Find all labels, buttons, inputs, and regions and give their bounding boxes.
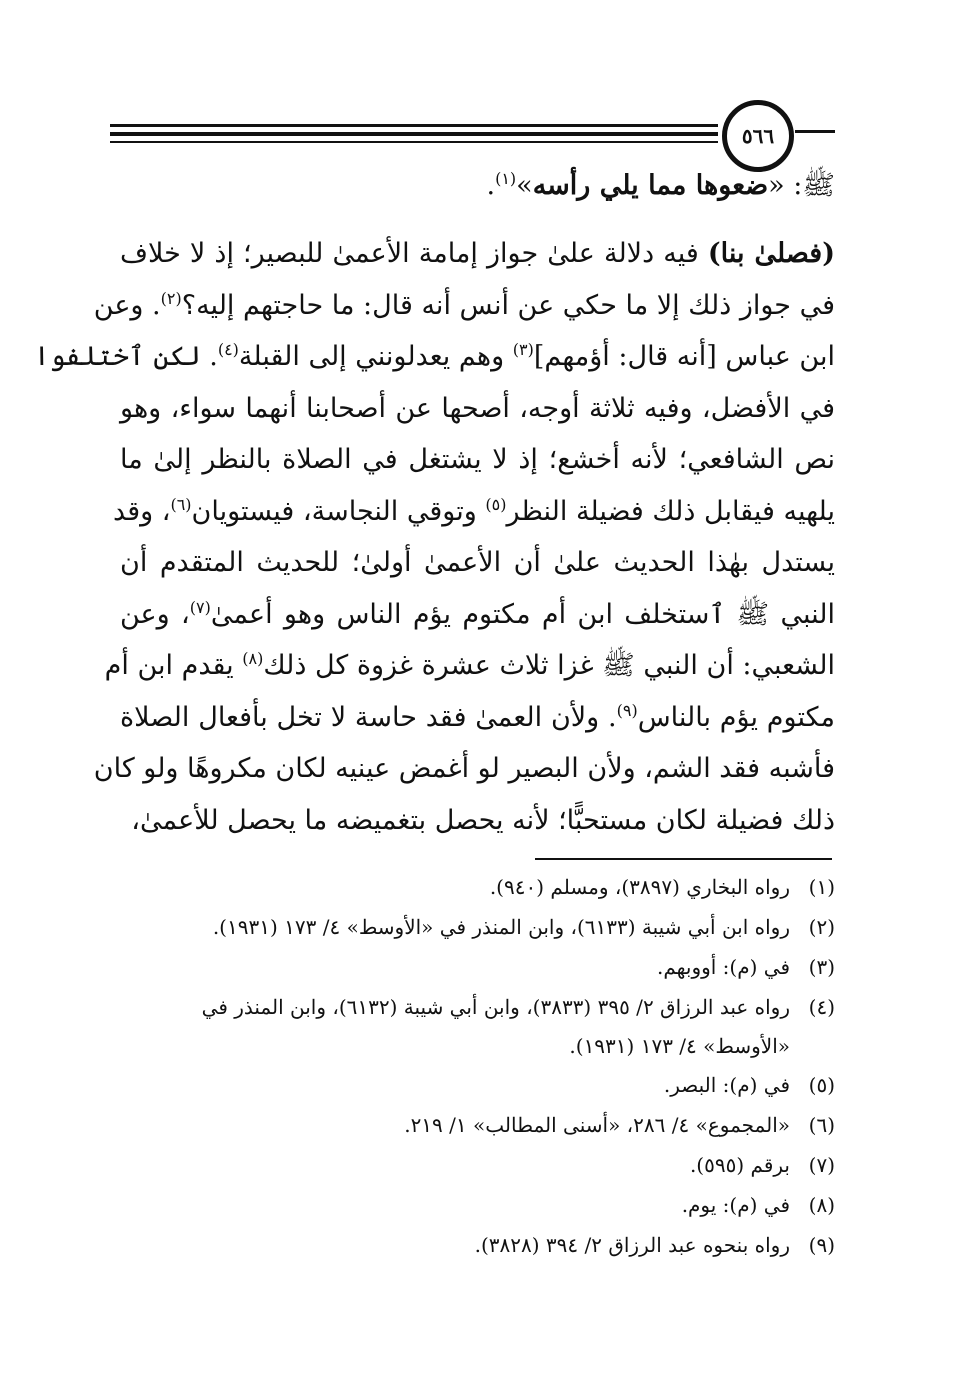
- text-run: . وعن: [93, 289, 161, 321]
- text-run: ، وقد: [113, 495, 171, 527]
- footnote-line: «الأوسط» ٤/ ١٧٣ (١٩٣١).: [569, 1034, 790, 1058]
- footnote-text: [115, 867, 790, 907]
- text-run: يستدل بهٰذا الحديث علیٰ أن الأعمیٰ أولیٰ؛ للحديث المتقدم أن: [120, 547, 835, 578]
- footnote-number: (٥): [808, 1073, 835, 1097]
- text-run: الشعبي: أن النبي ﷺ غزا ثلاث عشرة غزوة كل ذلك: [263, 650, 835, 681]
- header-rule: [110, 124, 718, 127]
- text-run: في جواز ذلك إلا ما حكي عن أنس أنه قال: ما حاجتهم إليه؟: [181, 289, 835, 321]
- footnote-ref: (٨): [242, 649, 264, 668]
- footnote: [115, 1145, 835, 1185]
- footnote: [115, 1065, 835, 1105]
- footnotes: [115, 867, 835, 1265]
- body-text: [33, 228, 835, 846]
- footnote-line: في (م): أووبهم.: [657, 955, 790, 979]
- footnote-number: (٧): [808, 1153, 835, 1177]
- footnote-ref: (٩): [616, 700, 638, 720]
- body-line: [113, 486, 835, 538]
- footnote-number: (٢): [808, 915, 835, 939]
- text-run: (فصلیٰ بنا): [707, 238, 835, 269]
- footnote-text: [115, 947, 790, 987]
- footnote: [115, 1225, 835, 1265]
- body-line: [120, 589, 835, 641]
- footnote-number: (٤): [808, 995, 835, 1019]
- footnote-text: [115, 1105, 790, 1145]
- opening-suffix: »: [516, 170, 533, 201]
- footnote: [115, 867, 835, 907]
- footnote-number: (٨): [808, 1193, 835, 1217]
- text-run: ، وعن: [120, 598, 190, 630]
- footnote-number: (١): [808, 875, 835, 899]
- body-line: [93, 280, 835, 332]
- text-run: فأشبه فقد الشم، ولأن البصير لو أغمض عينيه لكان مكروهًا ولو كان: [93, 753, 835, 784]
- opening-end: .: [486, 170, 496, 201]
- footnote-number: (٩): [808, 1233, 835, 1257]
- footnote-line: رواه بنحوه عبد الرزاق ٢/ ٣٩٤ (٣٨٢٨).: [474, 1233, 790, 1257]
- body-line: [120, 228, 835, 280]
- opening-prefix: ﷺ: «: [768, 170, 835, 201]
- text-run: . ولأن العمیٰ فقد حاسة لا تخل بأفعال الصلاة: [120, 701, 617, 733]
- footnote-line: رواه عبد الرزاق ٢/ ٣٩٥ (٣٨٣٣)، وابن أبي شيبة (٦١٣٢)، وابن المنذر في: [201, 995, 790, 1019]
- footnote: [115, 907, 835, 947]
- footnote-text: [115, 1065, 790, 1105]
- footnote-line: رواه ابن أبي شيبة (٦١٣٣)، وابن المنذر في «الأوسط» ٤/ ١٧٣ (١٩٣١).: [212, 915, 790, 939]
- footnote-text: [115, 907, 790, 947]
- body-line: [104, 640, 835, 692]
- footnote-text: [115, 987, 790, 1065]
- text-run: وتوقي النجاسة، فيستويان: [191, 495, 486, 527]
- footnote: [115, 947, 835, 987]
- footnote-line: رواه البخاري (٣٨٩٧)، ومسلم (٩٤٠).: [489, 875, 790, 899]
- footnote-line: في (م): يوم.: [681, 1193, 790, 1217]
- body-line: [120, 383, 835, 435]
- header-rule: [110, 132, 718, 136]
- text-run: يقدم ابن أم: [104, 650, 243, 681]
- text-run: في الأفضل، وفيه ثلاثة أوجه، أصحها عن أصحابنا أنهما سواء، وهو: [120, 392, 835, 424]
- footnote-line: برقم (٥٩٥).: [689, 1153, 790, 1177]
- text-run: ذلك فضيلة لكان مستحبًّا؛ لأنه يحصل بتغميضه ما يحصل للأعمیٰ،: [131, 804, 835, 836]
- footnote-ref: (٥): [485, 494, 507, 514]
- footnote: [115, 1185, 835, 1225]
- opening-quote: ضعوها مما يلي رأسه: [532, 170, 769, 201]
- footnote-line: في (م): البصر.: [663, 1073, 790, 1097]
- footnote-text: [115, 1225, 790, 1265]
- footnote-ref: (٧): [189, 597, 211, 617]
- footnote: [115, 987, 835, 1065]
- footnote-ref: (٢): [160, 288, 182, 308]
- footnote-ref: (١): [495, 169, 517, 188]
- body-line: [120, 795, 835, 847]
- body-line: [93, 743, 835, 795]
- text-run: فيه دلالة علیٰ جواز إمامة الأعمیٰ للبصير؛ إذ لا خلاف: [120, 238, 708, 269]
- text-run: وهم يعدلونني إلى القبلة: [238, 341, 513, 372]
- body-line: [120, 434, 835, 486]
- text-run: مكتوم يؤم بالناس: [637, 701, 835, 733]
- footnote: [115, 1105, 835, 1145]
- body-line: [33, 331, 835, 383]
- opening-line: [486, 168, 835, 208]
- header-rule: [795, 130, 835, 133]
- text-run: يلهيه فيقابل ذلك فضيلة النظر: [506, 495, 835, 527]
- text-run: ابن عباس [أنه قال: أؤمهم]: [533, 341, 835, 372]
- footnote-separator: [535, 858, 832, 860]
- text-run: نص الشافعي؛ لأنه أخشع؛ إذ لا يشتغل في الصلاة بالنظر إلیٰ ما: [120, 444, 835, 475]
- footnote-number: (٦): [808, 1113, 835, 1137]
- footnote-ref: (٤): [217, 340, 239, 359]
- footnote-ref: (٦): [170, 494, 192, 514]
- footnote-number: (٣): [808, 955, 835, 979]
- footnote-ref: (٣): [512, 340, 534, 359]
- footnote-text: [115, 1145, 790, 1185]
- body-line: [120, 692, 835, 744]
- text-run: النبي ﷺ ٱستخلف ابن أم مكتوم يؤم الناس وهو أعمیٰ: [210, 598, 835, 630]
- text-run: . لكن ٱختلفوا: [33, 341, 218, 372]
- page-number: ٥٦٦: [722, 100, 794, 172]
- header-rule: [110, 141, 718, 143]
- footnote-text: [115, 1185, 790, 1225]
- footnote-line: «المجموع» ٤/ ٢٨٦، «أسنى المطالب» ١/ ٢١٩.: [404, 1113, 790, 1137]
- body-line: [120, 537, 835, 589]
